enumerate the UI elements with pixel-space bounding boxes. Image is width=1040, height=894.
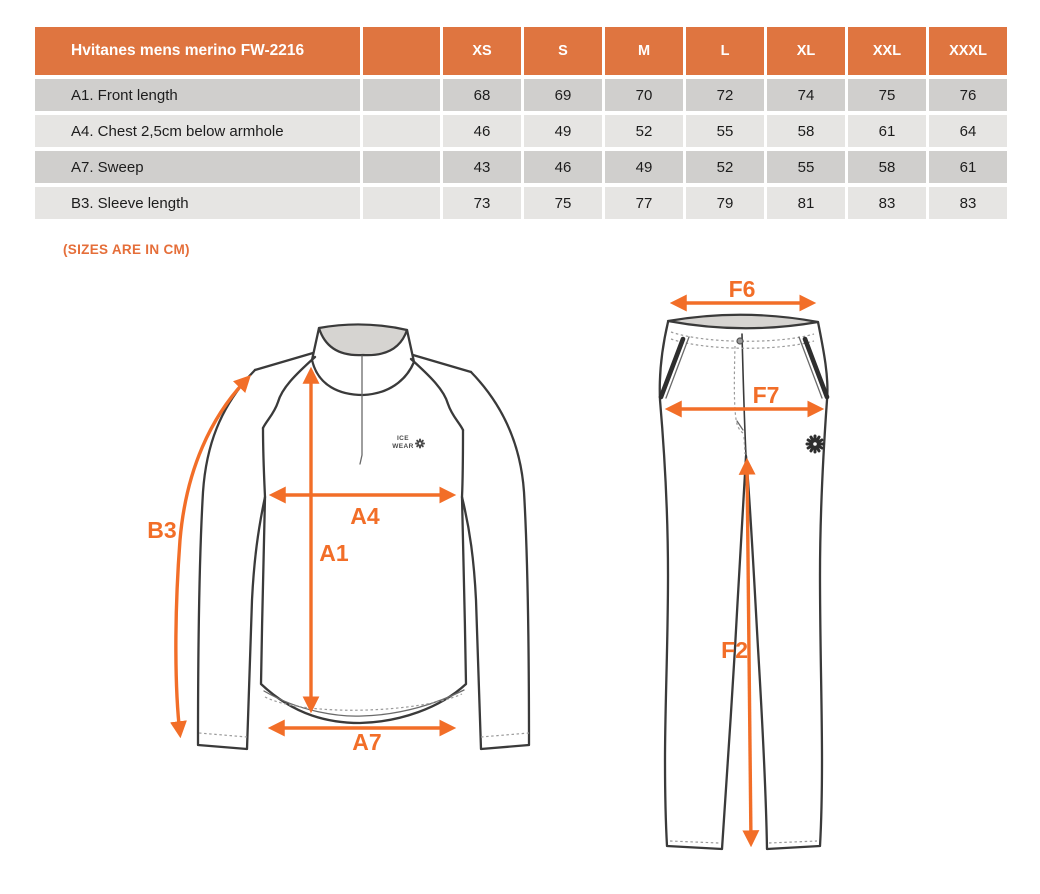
f7-label: F7 xyxy=(752,382,780,408)
cell-value: 83 xyxy=(929,187,1007,219)
col-header-l: L xyxy=(686,27,764,75)
cell-value: 49 xyxy=(524,115,602,147)
cell-value: 83 xyxy=(848,187,926,219)
cell-value: 46 xyxy=(524,151,602,183)
b3-sleeve-arrow xyxy=(176,378,248,734)
cell-value: 72 xyxy=(686,79,764,111)
b3-label: B3 xyxy=(147,517,177,543)
snowflake-icon xyxy=(807,436,823,452)
row-label: A1. Front length xyxy=(35,79,360,111)
a1-label: A1 xyxy=(319,540,349,566)
cell-value: 69 xyxy=(524,79,602,111)
cell-value: 77 xyxy=(605,187,683,219)
pants-drawing xyxy=(660,276,828,849)
cell-value: 52 xyxy=(686,151,764,183)
f6-label: F6 xyxy=(728,276,756,302)
cell-value: 70 xyxy=(605,79,683,111)
a4-label: A4 xyxy=(350,503,380,529)
shirt-body-outline xyxy=(261,428,466,723)
waist-button xyxy=(737,338,743,344)
cell-value: 46 xyxy=(443,115,521,147)
col-header-xl: XL xyxy=(767,27,845,75)
logo-text-line1: ICE xyxy=(396,435,410,442)
cell-value: 61 xyxy=(929,151,1007,183)
cell-value: 76 xyxy=(929,79,1007,111)
row-label: B3. Sleeve length xyxy=(35,187,360,219)
cell-value: 73 xyxy=(443,187,521,219)
shirt-drawing xyxy=(147,324,529,755)
cell-value: 58 xyxy=(767,115,845,147)
col-header-m: M xyxy=(605,27,683,75)
a7-label: A7 xyxy=(352,729,382,755)
cell-value: 64 xyxy=(929,115,1007,147)
cell-value: 55 xyxy=(767,151,845,183)
zipper-line xyxy=(360,356,362,464)
snowflake-icon xyxy=(416,440,424,448)
cell-value: 79 xyxy=(686,187,764,219)
table-title: Hvitanes mens merino FW-2216 xyxy=(35,27,360,75)
cell-value: 61 xyxy=(848,115,926,147)
cell-value: 75 xyxy=(848,79,926,111)
cell-value: 58 xyxy=(848,151,926,183)
left-pocket xyxy=(661,339,683,397)
col-header-s: S xyxy=(524,27,602,75)
shirt-brand-logo xyxy=(392,435,424,450)
cell-value: 49 xyxy=(605,151,683,183)
cell-value: 68 xyxy=(443,79,521,111)
cell-value: 75 xyxy=(524,187,602,219)
col-header-xs: XS xyxy=(443,27,521,75)
sizes-unit-note: (SIZES ARE IN CM) xyxy=(63,242,190,257)
row-label: A4. Chest 2,5cm below armhole xyxy=(35,115,360,147)
col-header-xxl: XXL xyxy=(848,27,926,75)
pants-waist-inner xyxy=(668,315,818,329)
logo-text-line2: WEAR xyxy=(392,443,414,450)
cell-value: 74 xyxy=(767,79,845,111)
col-header-xxxl: XXXL xyxy=(929,27,1007,75)
shirt-collar-inner xyxy=(319,324,407,355)
cell-value: 52 xyxy=(605,115,683,147)
cell-value: 55 xyxy=(686,115,764,147)
cell-value: 81 xyxy=(767,187,845,219)
row-label: A7. Sweep xyxy=(35,151,360,183)
f2-label: F2 xyxy=(721,637,748,663)
cell-value: 43 xyxy=(443,151,521,183)
